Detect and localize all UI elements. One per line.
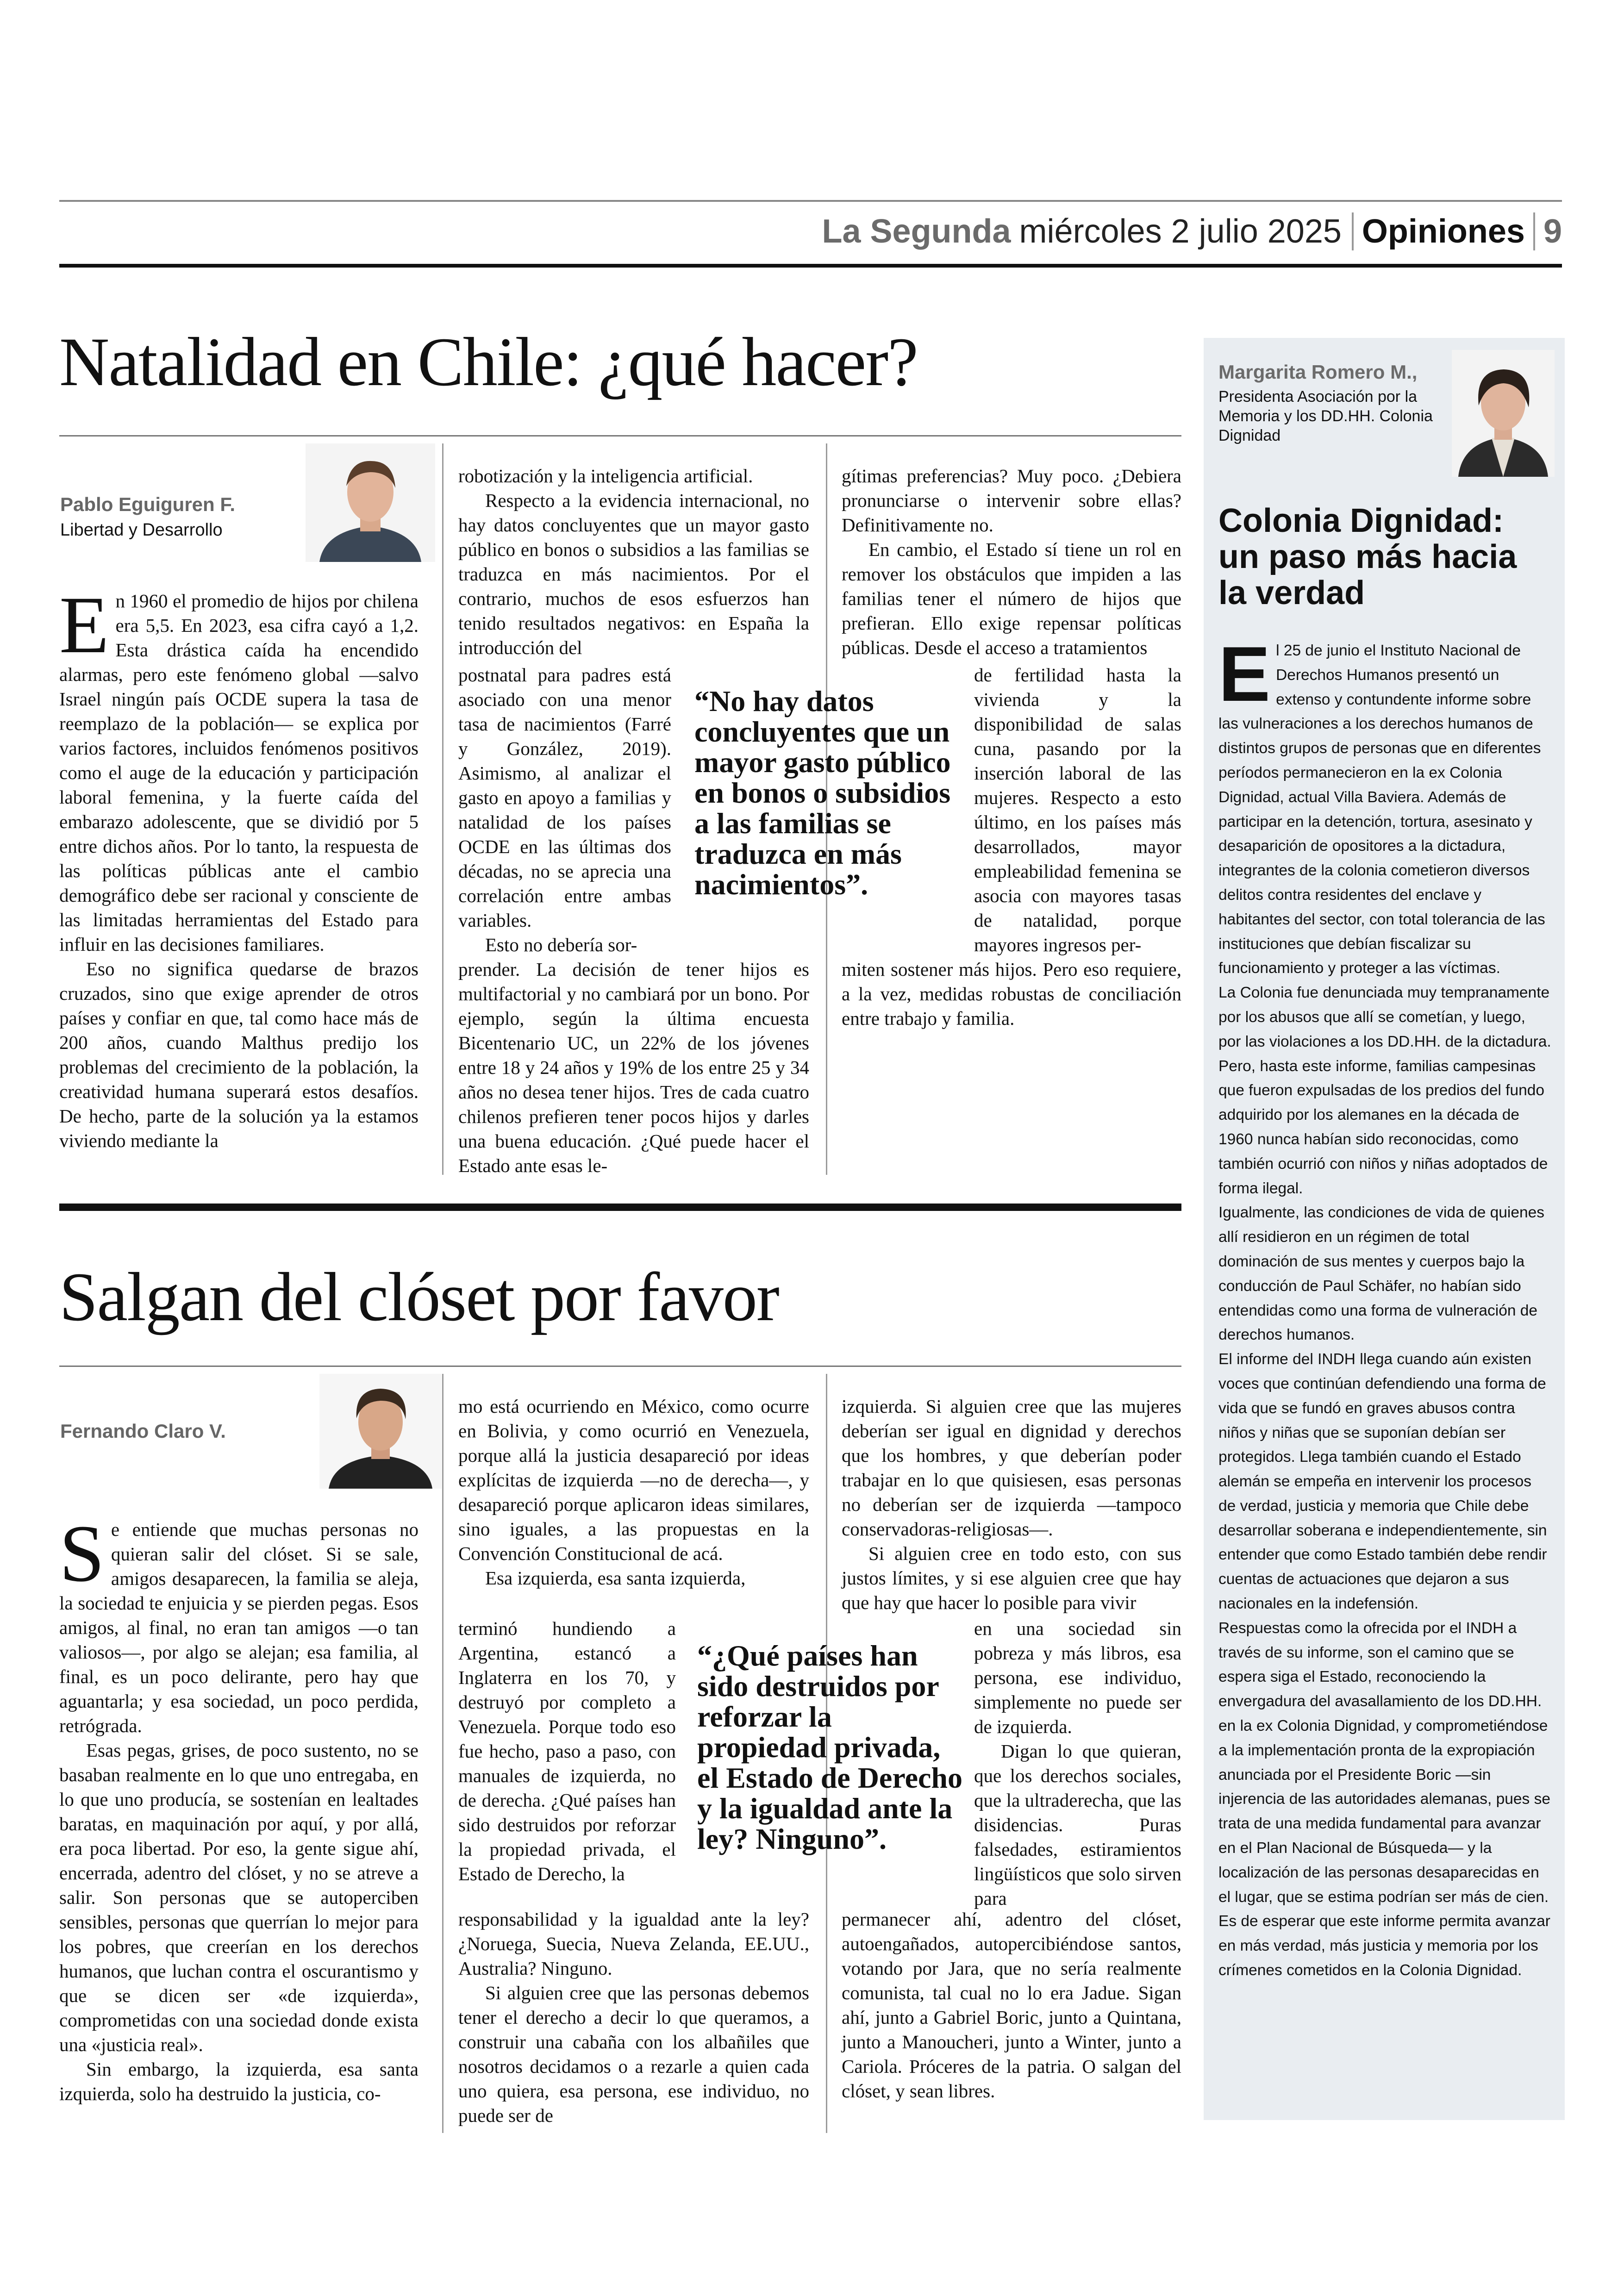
article1-column-2-wrap bbox=[458, 663, 671, 955]
article2-paragraph: Esas pegas, grises, de poco sustento, no se basaban realmente en lo que uno entregaba, en lo que uno producía, se sostenían en lealtades baratas, en maquinación por aquí, y por allá, era poca libertad. Por eso, la gente sigue ahí, encerrada, adentro del clóset, y no se atreve a salir. Son personas que se autoperciben sensibles, personas que querrían lo mejor para los pobres, que creerían en los derechos humanos, que luchan contra el oscurantismo y que se dicen ser «de izquierda», comprometidas con una sociedad donde exista una «justicia real». bbox=[59, 1740, 418, 2055]
article1-paragraph: Respecto a la evidencia internacional, no hay datos concluyentes que un mayor gasto público en bonos o subsidios a las familias se traduzca en más nacimientos. Por el contrario, muchos de esos esfuerzos han tenido resultados negativos: en España la introducción del bbox=[458, 490, 809, 658]
article1-paragraph: n 1960 el promedio de hijos por chilena era 5,5. En 2023, esa cifra cayó a 1,2. Esta drástica caída ha encendido alarmas, pero este fenómeno global —salvo Israel ningún país OCDE supera la tasa de reemplazo de la población— se explica por varios factores, incluidos fenómenos positivos como el auge de la educación y participación laboral femenina, y la fuerte caída del embarazo adolescente, que se dividió por 5 entre dichos años. Por lo tanto, la respuesta de las políticas públicas ante el cambio demográfico debe ser racional y consciente de las limitadas herramientas del Estado para influir en las decisiones familiares. bbox=[59, 590, 418, 955]
article2-dropcap: S bbox=[59, 1509, 105, 1599]
article2-pullquote: “¿Qué países han sido destruidos por reforzar la propiedad privada, el Estado de Derecho y la igualdad ante la ley? Ninguno”. bbox=[697, 1639, 962, 1855]
page-number: 9 bbox=[1543, 213, 1562, 250]
article1-column-1 bbox=[59, 580, 418, 1172]
sidebar-author-role: Presidenta Asociación por la Memoria y los DD.HH. Colonia Dignidad bbox=[1218, 388, 1433, 444]
masthead bbox=[822, 209, 1562, 254]
section-name: Opiniones bbox=[1362, 213, 1525, 250]
article2-paragraph: en una sociedad sin pobreza y más libros, esa persona, ese individuo, simplemente no puede ser de izquierda. bbox=[974, 1618, 1181, 1737]
masthead-divider bbox=[1533, 212, 1535, 250]
article2-paragraph: Si alguien cree que las personas debemos tener el derecho a decir lo que queramos, a construir una cabaña con los albañiles que nosotros decidamos o a rezarle a quien cada uno quiera, esa persona, ese individuo, no puede ser de bbox=[458, 1982, 809, 2126]
article2-author: Fernando Claro V. bbox=[60, 1420, 226, 1442]
article2-paragraph: Esa izquierda, esa santa izquierda, bbox=[485, 1567, 746, 1589]
article2-column-2-bottom bbox=[458, 1907, 809, 2134]
article2-paragraph: Sin embargo, la izquierda, esa santa izquierda, solo ha destruido la justicia, co- bbox=[59, 2058, 418, 2104]
article2-title: Salgan del clóset por favor bbox=[59, 1259, 779, 1335]
sidebar-paragraph: l 25 de junio el Instituto Nacional de Derechos Humanos presentó un extenso y contundente informe sobre las vulneraciones a los derechos humanos de distintos grupos de personas que en diferentes períodos permanecieron en la ex Colonia Dignidad, actual Villa Baviera. Además de participar en la detención, tortura, asesinato y desaparición de opositores a la dictadura, integrantes de la colonia cometieron diversos delitos contra residentes del enclave y habitantes del sector, con total tolerancia de las instituciones que debían fiscalizar su funcionamiento y proteger a las víctimas. bbox=[1218, 642, 1545, 977]
column-divider bbox=[442, 1374, 443, 2133]
article2-paragraph: Si alguien cree en todo esto, con sus justos límites, y si ese alguien cree que hay que hay que hacer lo posible para vivir bbox=[842, 1543, 1181, 1613]
header-rule bbox=[59, 264, 1562, 268]
article2-paragraph: Digan lo que quieran, que los derechos sociales, que la ultraderecha, que las disidencias. Puras falsedades, estiramientos lingüísticos que solo sirven para bbox=[974, 1740, 1181, 1909]
article2-paragraph: permanecer ahí, adentro del clóset, autoengañados, autopercibiéndose santos, votando por Jara, que no sería realmente comunista, tal cual no lo era Jadue. Sigan ahí, junto a Gabriel Boric, junto a Quintana, junto a Manoucheri, junto a Winter, junto a Cariola. Próceres de la patria. O salgan del clóset, y sean libres. bbox=[842, 1908, 1181, 2102]
author-photo-fernando bbox=[319, 1374, 442, 1489]
article1-paragraph: gítimas preferencias? Muy poco. ¿Debiera pronunciarse o intervenir sobre ellas? Definitivamente no. bbox=[842, 465, 1181, 536]
sidebar-paragraph: Respuestas como la ofrecida por el INDH a través de su informe, son el camino que se espera siga el Estado, reconociendo la envergadura del avasallamiento de los DD.HH. en la ex Colonia Dignidad, y comprometiéndose a la implementación pronta de la expropiación anunciada por el Presidente Boric —sin injerencia de las autoridades alemanas, pues se trata de una medida fundamental para avanzar en el Plan Nacional de Búsqueda— y la localización de las personas desaparecidas en el lugar, que se estima podrían ser más de cien. bbox=[1218, 1619, 1550, 1906]
article1-title: Natalidad en Chile: ¿qué hacer? bbox=[59, 324, 918, 400]
newspaper-name: La Segunda bbox=[822, 213, 1011, 250]
article1-paragraph: prender. La decisión de tener hijos es multifactorial y no cambiará por un bono. Por ejemplo, según la última encuesta Bicentenario UC, un 22% de los jóvenes entre 18 y 24 años y 19% de los entre 25 y 34 años no desea tener hijos. Tres de cada cuatro chilenos prefieren tener pocos hijos y darles una buena educación. ¿Qué puede hacer el Estado ante esas le- bbox=[458, 959, 809, 1176]
article2-column-2 bbox=[458, 1394, 809, 1616]
article1-paragraph: de fertilidad hasta la vivienda y la disponibilidad de salas cuna, pasando por la inserción laboral de las mujeres. Respecto a esto último, en los países más desarrollados, mayor empleabilidad femenina se asocia con mayores tasas de natalidad, porque mayores ingresos per- bbox=[974, 664, 1181, 955]
sidebar-title: Colonia Dignidad: un paso más hacia la verdad bbox=[1218, 502, 1517, 611]
article2-paragraph: responsabilidad y la igualdad ante la ley? ¿Noruega, Suecia, Nueva Zelanda, EE.UU., Australia? Ninguno. bbox=[458, 1908, 809, 1979]
article2-title-rule bbox=[59, 1366, 1181, 1367]
article2-column-3-wrap bbox=[974, 1616, 1181, 1909]
masthead-divider bbox=[1352, 212, 1354, 250]
sidebar-paragraph: El informe del INDH llega cuando aún existen voces que continúan defendiendo una forma de vida que se fundó en graves abusos contra niños y niñas que se suponían debían ser protegidos. Llega también cuando el Estado alemán se empeña en intervenir los procesos de verdad, justicia y memoria que Chile debe desarrollar soberana e independientemente, sin entender que como Estado también debe rendir cuentas de actuaciones que dejaron a sus nacionales en la indefensión. bbox=[1218, 1351, 1547, 1613]
article2-paragraph: izquierda. Si alguien cree que las mujeres deberían ser igual en dignidad y derechos que los hombres, y que deberían poder trabajar en lo que quisiesen, esas personas no deberían ser de izquierda —tampoco conservadoras-religiosas—. bbox=[842, 1396, 1181, 1540]
article1-column-2 bbox=[458, 464, 809, 663]
article1-column-3-wrap bbox=[974, 663, 1181, 957]
article1-author: Pablo Eguiguren F. bbox=[60, 493, 236, 515]
article1-paragraph: Esto no debería sor- bbox=[485, 934, 637, 955]
sidebar-author: Margarita Romero M., bbox=[1218, 361, 1418, 383]
article1-pullquote: “No hay datos concluyentes que un mayor gasto público en bonos o subsidios a las familias se traduzca en más nacimientos”. bbox=[694, 685, 951, 901]
article1-title-rule bbox=[59, 435, 1181, 437]
article2-column-2-wrap bbox=[458, 1616, 676, 1903]
article2-column-3-bottom bbox=[842, 1907, 1181, 2134]
article2-paragraph: e entiende que muchas personas no quieran salir del clóset. Si se sale, amigos desaparecen, la familia se aleja, la sociedad te enjuicia y se pierden pegas. Esos amigos, al final, no eran tan amigos —o tan valiosos—, por algo se alejan; esa familia, al final, es un poco delirante, pero hay que aguantarla; y esa sociedad, un poco perdida, retrógrada. bbox=[59, 1519, 418, 1736]
article2-paragraph: mo está ocurriendo en México, como ocurre en Bolivia, y como ocurrió en Venezuela, porque allá la justicia desapareció por ideas explícitas de izquierda —no de derecha—, y desapareció porque aplicaron ideas similares, sino iguales, a las propuestas en la Convención Constitucional de acá. bbox=[458, 1396, 809, 1564]
article1-paragraph: robotización y la inteligencia artificial. bbox=[458, 465, 753, 486]
article1-org: Libertad y Desarrollo bbox=[60, 520, 223, 540]
portrait-icon bbox=[306, 443, 435, 562]
author-photo-pablo bbox=[306, 443, 435, 562]
article1-column-3-bottom bbox=[842, 957, 1181, 1179]
column-divider bbox=[442, 443, 443, 1175]
article1-paragraph: Eso no significa quedarse de brazos cruzados, sino que exige aprender de otros países y confiar en que, tal como hace más de 200 años, cuando Malthus predijo los problemas del crecimiento de la población, la creatividad humana superará estos desafíos. De hecho, parte de la solución ya la estamos viviendo mediante la bbox=[59, 958, 418, 1151]
portrait-icon bbox=[1452, 350, 1555, 477]
article-separator bbox=[59, 1204, 1181, 1211]
sidebar-paragraph: Igualmente, las condiciones de vida de quienes allí residieron en un régimen de total dominación de sus mentes y cuerpos bajo la conducción de Paul Schäfer, no habían sido entendidas como una forma de vulneración de derechos humanos. bbox=[1218, 1204, 1544, 1344]
author-photo-margarita bbox=[1452, 350, 1555, 477]
article1-paragraph: En cambio, el Estado sí tiene un rol en remover los obstáculos que impiden a las familias tener el número de hijos que prefieran. Ello exige repensar políticas públicas. Desde el acceso a tratamientos bbox=[842, 539, 1181, 658]
article1-column-2-bottom bbox=[458, 957, 809, 1179]
article1-column-3 bbox=[842, 464, 1181, 663]
portrait-icon bbox=[319, 1374, 442, 1489]
article1-paragraph: miten sostener más hijos. Pero eso requiere, a la vez, medidas robustas de conciliación entre trabajo y familia. bbox=[842, 959, 1181, 1029]
issue-date: miércoles 2 julio 2025 bbox=[1019, 213, 1342, 250]
sidebar-paragraph: La Colonia fue denunciada muy tempranamente por los abusos que allí se cometían, y luego, por las violaciones a los DD.HH. de la dictadura. Pero, hasta este informe, familias campesinas que fueron expulsadas de los predios del fundo adquirido por los alemanes en la década de 1960 nunca habían sido reconocidas, como también ocurrió con niños y niñas adoptados de forma ilegal. bbox=[1218, 984, 1551, 1197]
article2-column-1 bbox=[59, 1509, 418, 2133]
sidebar-paragraph: Es de esperar que este informe permita avanzar en más verdad, más justicia y memoria por los crímenes cometidos en la Colonia Dignidad. bbox=[1218, 1913, 1550, 1979]
article2-column-3 bbox=[842, 1394, 1181, 1616]
article1-dropcap: E bbox=[59, 580, 109, 670]
sidebar-dropcap: E bbox=[1218, 630, 1271, 717]
article1-paragraph: postnatal para padres está asociado con una menor tasa de nacimientos (Farré y González, 2019). Asimismo, al analizar el gasto en apoyo a familias y natalidad de los países OCDE en las últimas dos décadas, no se aprecia una correlación entre ambas variables. bbox=[458, 664, 671, 931]
article2-paragraph: terminó hundiendo a Argentina, estancó a Inglaterra en los 70, y destruyó por completo a Venezuela. Porque todo eso fue hecho, paso a paso, con manuales de izquierda, no de derecha. ¿Qué países han sido destruidos por reforzar la propiedad privada, el Estado de Derecho, la bbox=[458, 1618, 676, 1884]
top-rule bbox=[59, 200, 1562, 202]
sidebar-body bbox=[1218, 630, 1552, 2111]
